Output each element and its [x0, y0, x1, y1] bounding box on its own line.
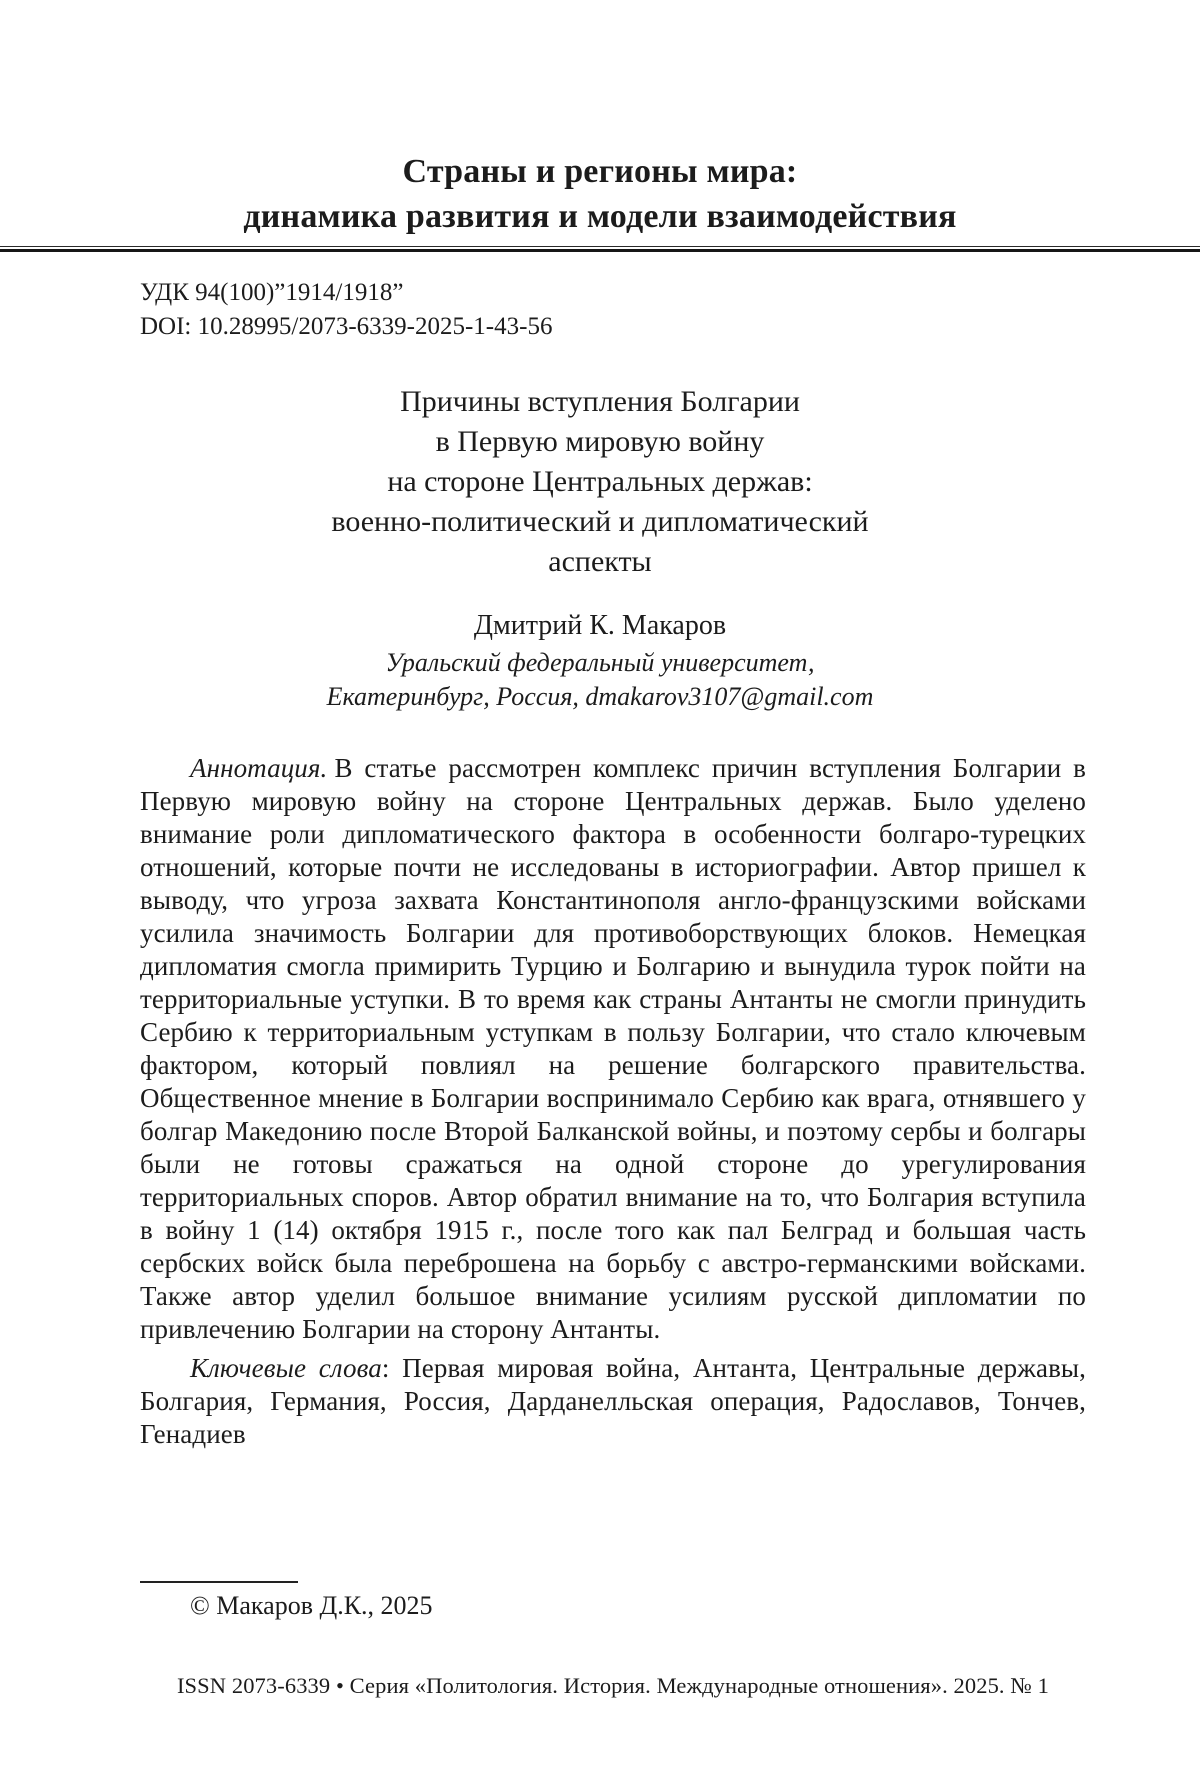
- article-title-line: в Первую мировую войну: [435, 425, 765, 458]
- affiliation-line-2: Екатеринбург, Россия, dmakarov3107@gmail.com: [326, 682, 874, 711]
- affiliation-line-1: Уральский федеральный университет,: [385, 648, 815, 677]
- article-title-line: на стороне Центральных держав:: [387, 465, 813, 498]
- keywords-text: Первая мировая война, Антанта, Центральные державы, Болгария, Германия, Россия, Дарданелльская операция, Радославов, Тончев, Генадиев: [140, 1353, 1087, 1449]
- abstract-label: Аннотация.: [190, 753, 328, 783]
- journal-header: [0, 0, 1200, 239]
- udk-line: УДК 94(100)”1914/1918”: [140, 279, 404, 306]
- keywords-separator: :: [381, 1353, 403, 1383]
- article-title: [0, 382, 1200, 582]
- doi-line: DOI: 10.28995/2073-6339-2025-1-43-56: [140, 313, 553, 340]
- keywords-paragraph: [140, 1352, 1086, 1451]
- journal-header-line-1: Страны и регионы мира:: [402, 153, 798, 190]
- copyright-divider-rule: [140, 1581, 298, 1583]
- header-divider-rule: [0, 246, 1200, 252]
- author-name: Дмитрий К. Макаров: [473, 610, 727, 641]
- article-title-line: Причины вступления Болгарии: [400, 385, 800, 418]
- copyright-line: © Макаров Д.К., 2025: [190, 1591, 433, 1620]
- keywords-label: Ключевые слова: [190, 1353, 382, 1383]
- article-title-line: аспекты: [548, 545, 652, 578]
- journal-header-line-2: динамика развития и модели взаимодействия: [243, 198, 957, 235]
- abstract-text: В статье рассмотрен комплекс причин вступления Болгарии в Первую мировую войну на стороне Центральных держав. Было уделено внимание роли дипломатического фактора в особенности болгаро-турецких отношений, которые почти не исследованы в историографии. Автор пришел к выводу, что угроза захвата Константинополя англо-французскими войсками усилила значимость Болгарии для противоборствующих блоков. Немецкая дипломатия смогла примирить Турцию и Болгарию и вынудила турок пойти на территориальные уступки. В то время как страны Антанты не смогли принудить Сербию к территориальным уступкам в пользу Болгарии, что стало ключевым фактором, который повлиял на решение болгарского правительства. Общественное мнение в Болгарии воспринимало Сербию как врага, отнявшего у болгар Македонию после Второй Балканской войны, и поэтому сербы и болгары были не готовы сражаться на одной стороне до урегулирования территориальных споров. Автор обратил внимание на то, что Болгария вступила в войну 1 (14) октября 1915 г., после того как пал Белград и большая часть сербских войск была переброшена на борьбу с австро-германскими войсками. Также автор уделил большое внимание усилиям русской дипломатии по привлечению Болгарии на сторону Антанты.: [140, 753, 1086, 1344]
- article-title-line: военно-политический и дипломатический: [331, 505, 869, 538]
- article-meta: [140, 276, 1086, 344]
- journal-footer-line: ISSN 2073-6339 • Серия «Политология. История. Международные отношения». 2025. № 1: [176, 1673, 1050, 1698]
- author-affiliation: [0, 646, 1200, 714]
- abstract-paragraph: [140, 752, 1086, 1346]
